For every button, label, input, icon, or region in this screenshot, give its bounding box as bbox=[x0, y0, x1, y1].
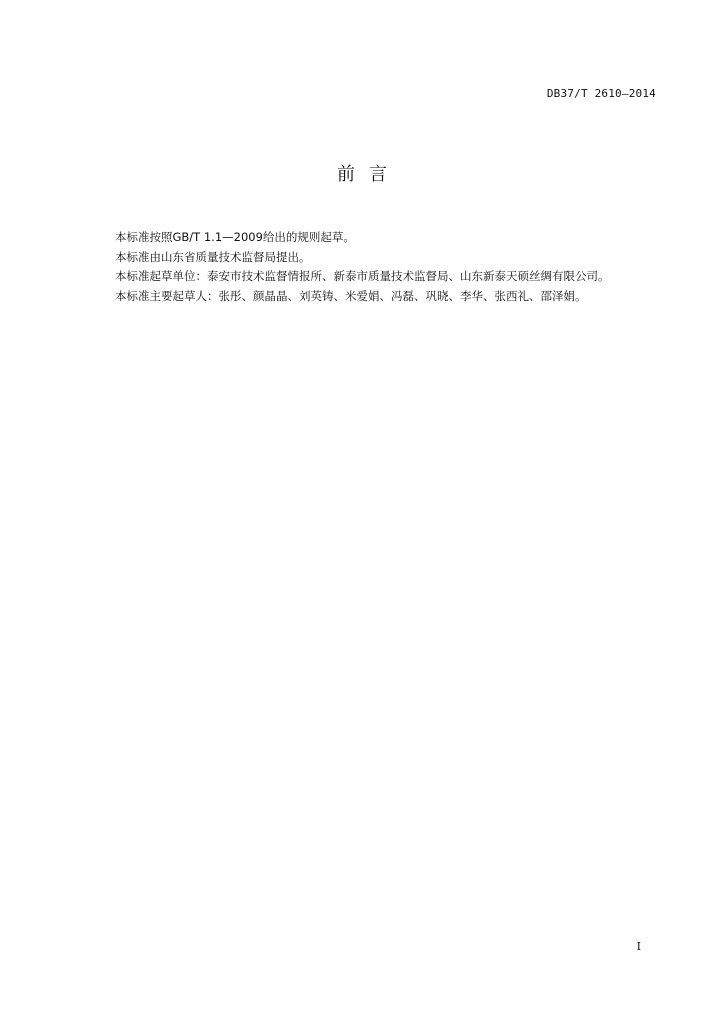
standard-code-header: DB37/T 2610—2014 bbox=[546, 87, 656, 100]
paragraph-drafting-units: 本标准起草单位：泰安市技术监督情报所、新泰市质量技术监督局、山东新泰天硕丝绸有限公司。 bbox=[115, 269, 610, 283]
page-title: 前言 bbox=[337, 164, 401, 185]
paragraph-drafting-rules: 本标准按照GB/T 1.1—2009给出的规则起草。 bbox=[115, 230, 355, 244]
paragraph-drafters: 本标准主要起草人：张彤、颜晶晶、刘英铸、米爱娟、冯磊、巩晓、李华、张西礼、邵泽娟。 bbox=[115, 288, 587, 303]
body-text bbox=[115, 228, 675, 306]
page-number: I bbox=[636, 940, 641, 953]
paragraph-proposer: 本标准由山东省质量技术监督局提出。 bbox=[115, 249, 311, 264]
